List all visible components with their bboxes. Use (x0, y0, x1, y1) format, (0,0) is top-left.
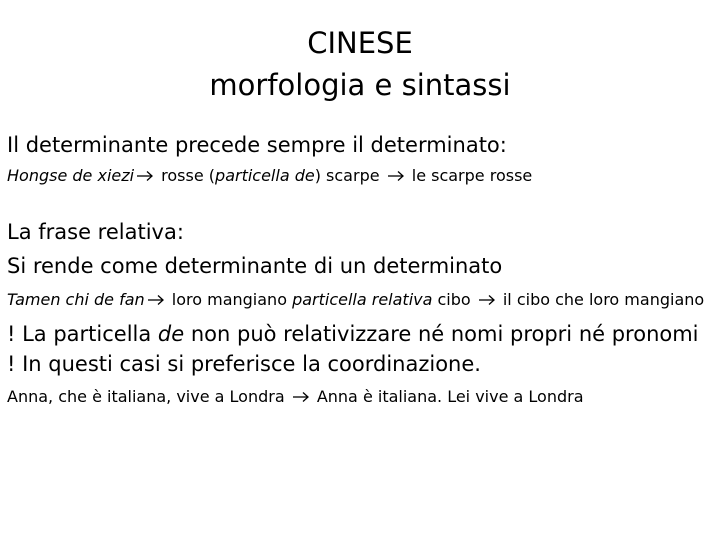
note-part-b: non può relativizzare né nomi propri né pronomi ! In questi casi si preferisce la coordinazione. (7, 322, 699, 376)
example1-gloss-a: rosse ( (156, 166, 216, 185)
slide-title (0, 22, 720, 106)
section1-heading: Il determinante precede sempre il determinato: (7, 133, 507, 157)
example2-gloss-particle: particella relativa (292, 290, 433, 309)
right-arrow-icon (387, 170, 405, 182)
example1-chinese: Hongse de xiezi (7, 166, 135, 185)
section2-subheading: Si rende come determinante di un determinato (7, 254, 503, 278)
example1-gloss-b: ) scarpe (314, 166, 385, 185)
section2-heading: La frase relativa: (7, 220, 184, 244)
example2-chinese: Tamen chi de fan (7, 290, 145, 309)
section2-example (7, 288, 712, 311)
example2-gloss-b: cibo (432, 290, 476, 309)
example2-gloss-a: loro mangiano (166, 290, 293, 309)
note-particle: de (157, 322, 185, 346)
right-arrow-icon (136, 170, 154, 182)
example2-translation: il cibo che loro mangiano (497, 290, 705, 309)
right-arrow-icon (478, 294, 496, 306)
title-line-2: morfologia e sintassi (209, 68, 511, 102)
right-arrow-icon (147, 294, 165, 306)
slide-body (7, 130, 712, 408)
example1-translation: le scarpe rosse (406, 166, 533, 185)
section1-example (7, 164, 712, 187)
example1-gloss-particle: particella de (215, 166, 315, 185)
example3-target: Anna è italiana. Lei vive a Londra (311, 387, 584, 406)
note-paragraph (7, 319, 712, 379)
example3-source: Anna, che è italiana, vive a Londra (7, 387, 290, 406)
title-line-1: CINESE (307, 26, 413, 60)
note-part-a: ! La particella (7, 322, 158, 346)
right-arrow-icon (292, 391, 310, 403)
example3 (7, 385, 712, 408)
